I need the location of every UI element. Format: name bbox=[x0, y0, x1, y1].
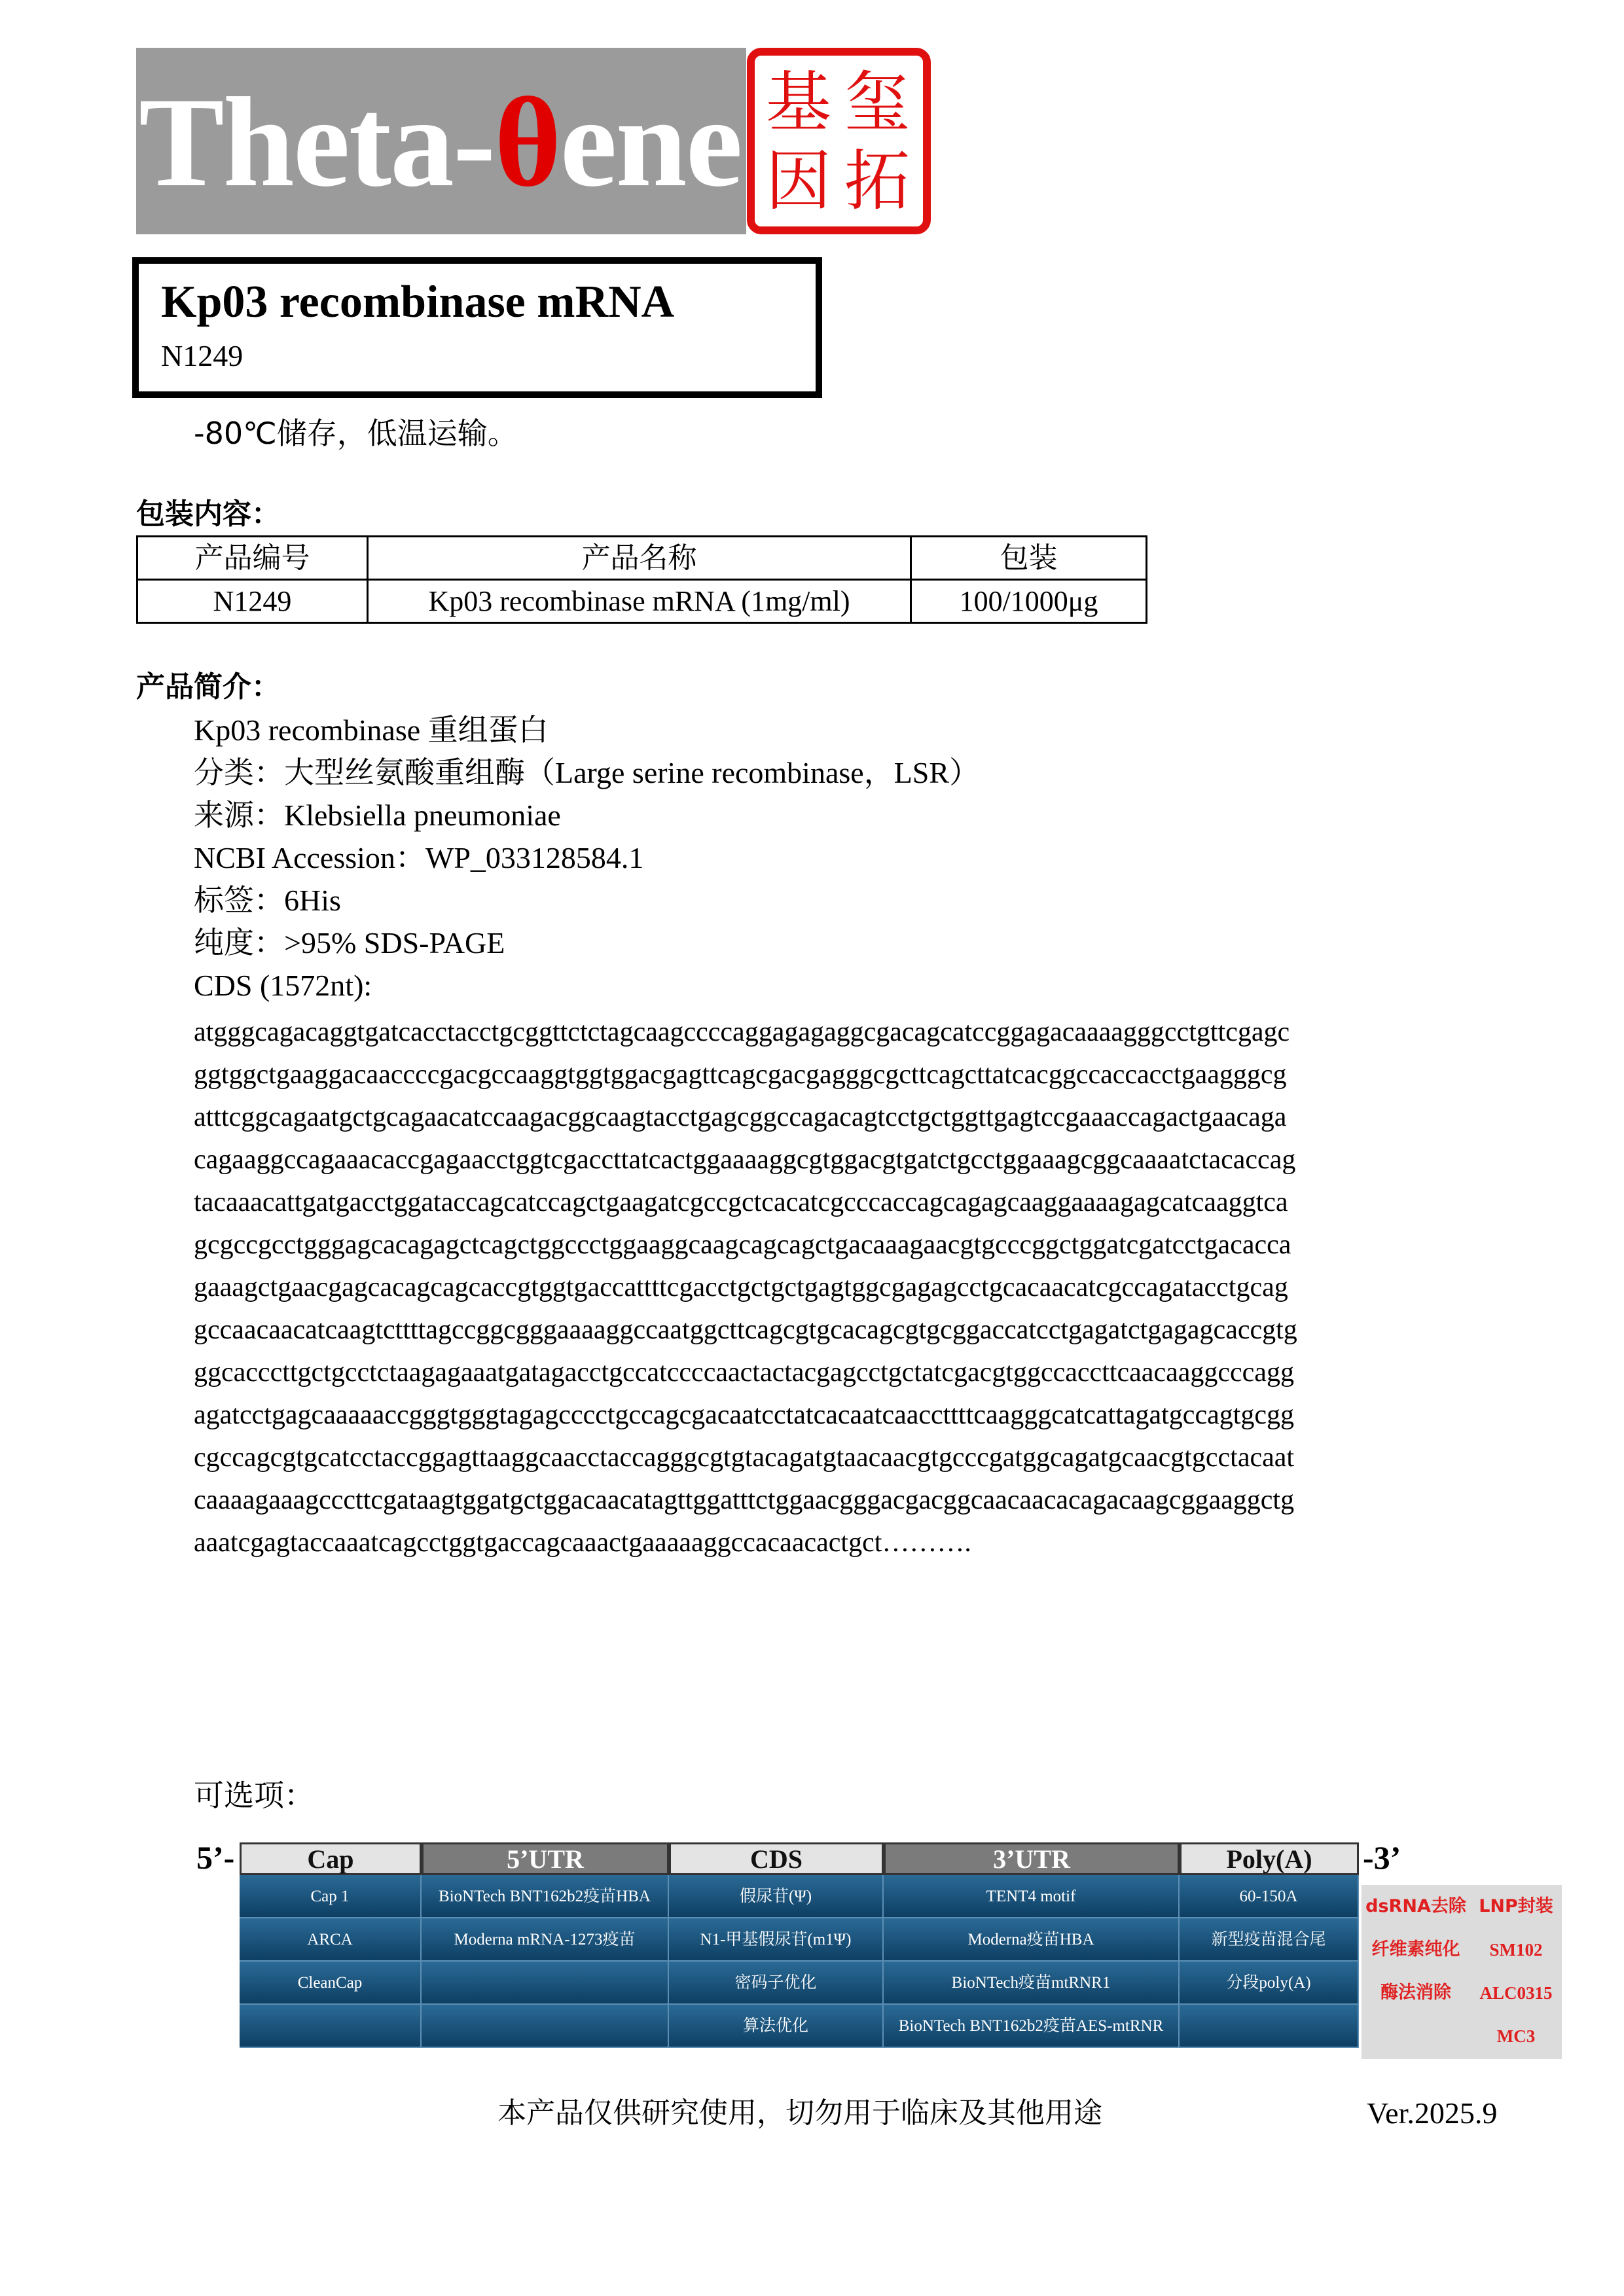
extra-option: dsRNA去除 bbox=[1362, 1885, 1470, 1928]
five-prime-end-label: 5’- bbox=[196, 1839, 235, 1876]
seal-char: 玺 bbox=[844, 64, 910, 141]
column-header: 产品名称 bbox=[368, 537, 911, 580]
product-name: Kp03 recombinase mRNA bbox=[161, 277, 675, 327]
option-cell bbox=[240, 2005, 422, 2048]
cds-sequence bbox=[194, 1011, 1536, 1564]
sequence-line: gaaagctgaacgagcacagcagcaccgtggtgaccattttcgacctgctgctgagtggcgagagcctgcacaacatcgccagatacctgcag bbox=[194, 1272, 1288, 1302]
option-cell: CleanCap bbox=[240, 1962, 422, 2005]
options-heading: 可选项： bbox=[194, 1778, 314, 1813]
intro-line: Kp03 recombinase 重组蛋白 bbox=[194, 713, 549, 747]
option-cell: N1-甲基假尿苷(m1Ψ) bbox=[669, 1918, 884, 1962]
column-header: 产品编号 bbox=[137, 537, 368, 580]
seal-char: 因 bbox=[766, 143, 831, 219]
company-seal bbox=[747, 48, 931, 234]
intro-line: 分类：大型丝氨酸重组酶（Large serine recombinase，LSR） bbox=[194, 756, 980, 789]
extra-option: 酶法消除 bbox=[1362, 1971, 1470, 2015]
column-header-5utr: 5’UTR bbox=[422, 1842, 669, 1875]
intro-line: 标签：6His bbox=[194, 884, 341, 917]
sequence-line: cagaaggccagaaacaccgagaacctggtcgaccttatcactggaaaaggcgtggacgtgatctgcctggaaagcggcaaaatctacaccag bbox=[194, 1145, 1296, 1175]
sequence-line: gcgccgcctgggagcacagagctcagctggccctggaaggcaagcagcagctgacaaagaacgtgcccggctggatcgatcctgacacca bbox=[194, 1230, 1291, 1260]
option-cell: 分段poly(A) bbox=[1180, 1962, 1359, 2005]
table-cell: Kp03 recombinase mRNA (1mg/ml) bbox=[368, 580, 911, 623]
table-row bbox=[137, 580, 1147, 623]
sequence-line: ggcacccttgctgcctctaagagaaatgatagacctgccatccccaactactacgagcctgctatcgacgtggccaccttcaacaaggcccagg bbox=[194, 1357, 1294, 1388]
option-cell: 算法优化 bbox=[669, 2005, 884, 2048]
package-table bbox=[136, 535, 1147, 624]
option-cell: Moderna疫苗HBA bbox=[884, 1918, 1180, 1962]
sequence-line: aaatcgagtaccaaatcagcctggtgaccagcaaactgaaaaaggccacaacactgct………. bbox=[194, 1528, 971, 1558]
option-cell bbox=[422, 2005, 669, 2048]
company-logo: Theta-θene bbox=[139, 71, 742, 213]
seal-char: 基 bbox=[766, 64, 831, 141]
package-heading: 包装内容： bbox=[136, 497, 280, 531]
extra-option: 纤维素纯化 bbox=[1362, 1928, 1470, 1971]
sequence-line: cgccagcgtgcatcctaccggagttaaggcaacctaccagggcgtgtacagatgtaacaacgtgcccgatggcagatgcaacgtgcctacaat bbox=[194, 1443, 1295, 1473]
column-header-polya: Poly(A) bbox=[1180, 1842, 1359, 1875]
extra-option: LNP封装 bbox=[1470, 1885, 1562, 1928]
sequence-line: caaaagaaagcccttcgataagtggatgctggacaacatagttggatttctggaacgggacgacggcaacaacacagacaagcggaaggctg bbox=[194, 1485, 1295, 1515]
option-cell: ARCA bbox=[240, 1918, 422, 1962]
option-cell: 60-150A bbox=[1180, 1875, 1359, 1918]
option-cell: 新型疫苗混合尾 bbox=[1180, 1918, 1359, 1962]
options-table bbox=[240, 1842, 1359, 2060]
seal-char: 拓 bbox=[844, 143, 910, 219]
intro-line: NCBI Accession：WP_033128584.1 bbox=[194, 841, 644, 874]
table-cell: 100/1000μg bbox=[911, 580, 1147, 623]
column-header: 包装 bbox=[911, 537, 1147, 580]
intro-line: CDS (1572nt): bbox=[194, 969, 372, 1002]
option-cell bbox=[1180, 2005, 1359, 2048]
sequence-line: tacaaacattgatgacctggataccagcatccagctgaagatcgccgctcacatcgcccaccagcagagcaaggaaaagagcatcaaggtca bbox=[194, 1187, 1288, 1217]
table-cell: N1249 bbox=[137, 580, 368, 623]
extra-option: ALC0315 bbox=[1470, 1971, 1562, 2015]
option-cell: BioNTech BNT162b2疫苗AES-mtRNR bbox=[884, 2005, 1180, 2048]
product-code: N1249 bbox=[161, 339, 244, 372]
sequence-line: ggtggctgaaggacaaccccgacgccaaggtggtggacgagttcagcgacgagggcgcttcagcttatcacggccaccacctgaagggcg bbox=[194, 1060, 1287, 1090]
option-cell: Moderna mRNA-1273疫苗 bbox=[422, 1918, 669, 1962]
option-cell bbox=[422, 1962, 669, 2005]
version-label: Ver.2025.9 bbox=[1367, 2096, 1498, 2130]
column-header-cap: Cap bbox=[240, 1842, 422, 1875]
column-header-cds: CDS bbox=[669, 1842, 884, 1875]
option-cell: 密码子优化 bbox=[669, 1962, 884, 2005]
extra-options-panel bbox=[1362, 1885, 1562, 2059]
intro-line: 来源：Klebsiella pneumoniae bbox=[194, 798, 561, 832]
intro-heading: 产品简介： bbox=[136, 670, 280, 704]
table-header-row bbox=[137, 537, 1147, 580]
extra-option: MC3 bbox=[1470, 2015, 1562, 2058]
extra-option bbox=[1362, 2015, 1470, 2058]
option-cell: Cap 1 bbox=[240, 1875, 422, 1918]
option-cell: 假尿苷(Ψ) bbox=[669, 1875, 884, 1918]
footer-disclaimer: 本产品仅供研究使用，切勿用于临床及其他用途 bbox=[497, 2096, 1102, 2130]
storage-note: -80℃储存，低温运输。 bbox=[194, 416, 518, 451]
sequence-line: atgggcagacaggtgatcacctacctgcggttctctagcaagccccaggagagaggcgacagcatccggagacaaaagggcctgttcgagc bbox=[194, 1017, 1290, 1047]
column-header-3utr: 3’UTR bbox=[884, 1842, 1180, 1875]
option-cell: BioNTech疫苗mtRNR1 bbox=[884, 1962, 1180, 2005]
intro-line: 纯度：>95% SDS-PAGE bbox=[194, 926, 505, 960]
extra-option: SM102 bbox=[1470, 1928, 1562, 1971]
option-cell: TENT4 motif bbox=[884, 1875, 1180, 1918]
three-prime-end-label: -3’ bbox=[1363, 1839, 1401, 1876]
sequence-line: agatcctgagcaaaaaccgggtgggtagagcccctgccagcgacaatcctatcacaatcaaccttttcaagggcatcattagatgccagtgcgg bbox=[194, 1400, 1295, 1430]
sequence-line: atttcggcagaatgctgcagaacatccaagacggcaagtacctgagcggccagacagtcctgctggttgagtccgaaaccagactgaacaga bbox=[194, 1102, 1287, 1132]
option-cell: BioNTech BNT162b2疫苗HBA bbox=[422, 1875, 669, 1918]
sequence-line: gccaacaacatcaagtcttttagccggcgggaaaaggccaatggcttcagcgtgcacagcgtgcggaccatcctgagatctgagagcaccgtg bbox=[194, 1315, 1297, 1345]
